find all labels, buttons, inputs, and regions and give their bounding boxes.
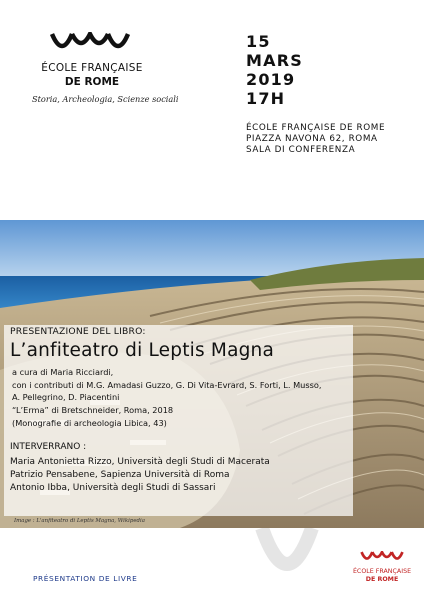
venue-line-2: PIAZZA NAVONA 62, ROMA: [246, 134, 378, 144]
book-editor: a cura di Maria Ricciardi,: [12, 367, 114, 377]
venue-line-1: ÉCOLE FRANÇAISE DE ROME: [246, 123, 386, 133]
event-venue: [246, 123, 385, 156]
book-title: L’anfiteatro di Leptis Magna: [10, 340, 275, 361]
book-contributors-1: con i contributi di M.G. Amadasi Guzzo, G. Di Vita-Evrard, S. Forti, L. Musso,: [12, 380, 322, 390]
venue-line-3: SALA DI CONFERENZA: [246, 145, 356, 155]
book-series: (Monografie di archeologia Libica, 43): [12, 418, 167, 428]
footer-label: PRÉSENTATION DE LIVRE: [33, 574, 138, 583]
speaker-item: Antonio Ibba, Università degli Studi di Sassari: [10, 483, 216, 493]
institution-name: ÉCOLE FRANÇAISE: [41, 62, 143, 74]
event-date: [246, 32, 303, 108]
speaker-item: Patrizio Pensabene, Sapienza Università di Roma: [10, 470, 230, 480]
book-publisher: “L’Erma” di Bretschneider, Roma, 2018: [12, 405, 174, 415]
footer-logo-name-2: DE ROME: [365, 576, 399, 583]
efr-arches-logo-icon: [360, 551, 404, 565]
event-day: 15: [246, 32, 271, 51]
footer-logo-name: ÉCOLE FRANÇAISE: [352, 568, 412, 575]
institution-tagline: Storia, Archeologia, Scienze sociali: [32, 94, 179, 104]
event-time: 17H: [246, 89, 286, 108]
event-month: MARS: [246, 51, 303, 70]
event-year: 2019: [246, 70, 296, 89]
book-contributors-2: A. Pellegrino, D. Piacentini: [12, 392, 120, 402]
efr-arches-logo-icon: [50, 32, 130, 58]
photo-caption: Image : L'anfiteatro di Leptis Magna, Wikipedia: [14, 518, 145, 524]
presentation-label: PRESENTAZIONE DEL LIBRO:: [10, 326, 146, 337]
speakers-heading: INTERVERRANO :: [10, 442, 87, 452]
institution-name-2: DE ROME: [64, 76, 120, 88]
speaker-item: Maria Antonietta Rizzo, Università degli Studi di Macerata: [10, 457, 270, 467]
